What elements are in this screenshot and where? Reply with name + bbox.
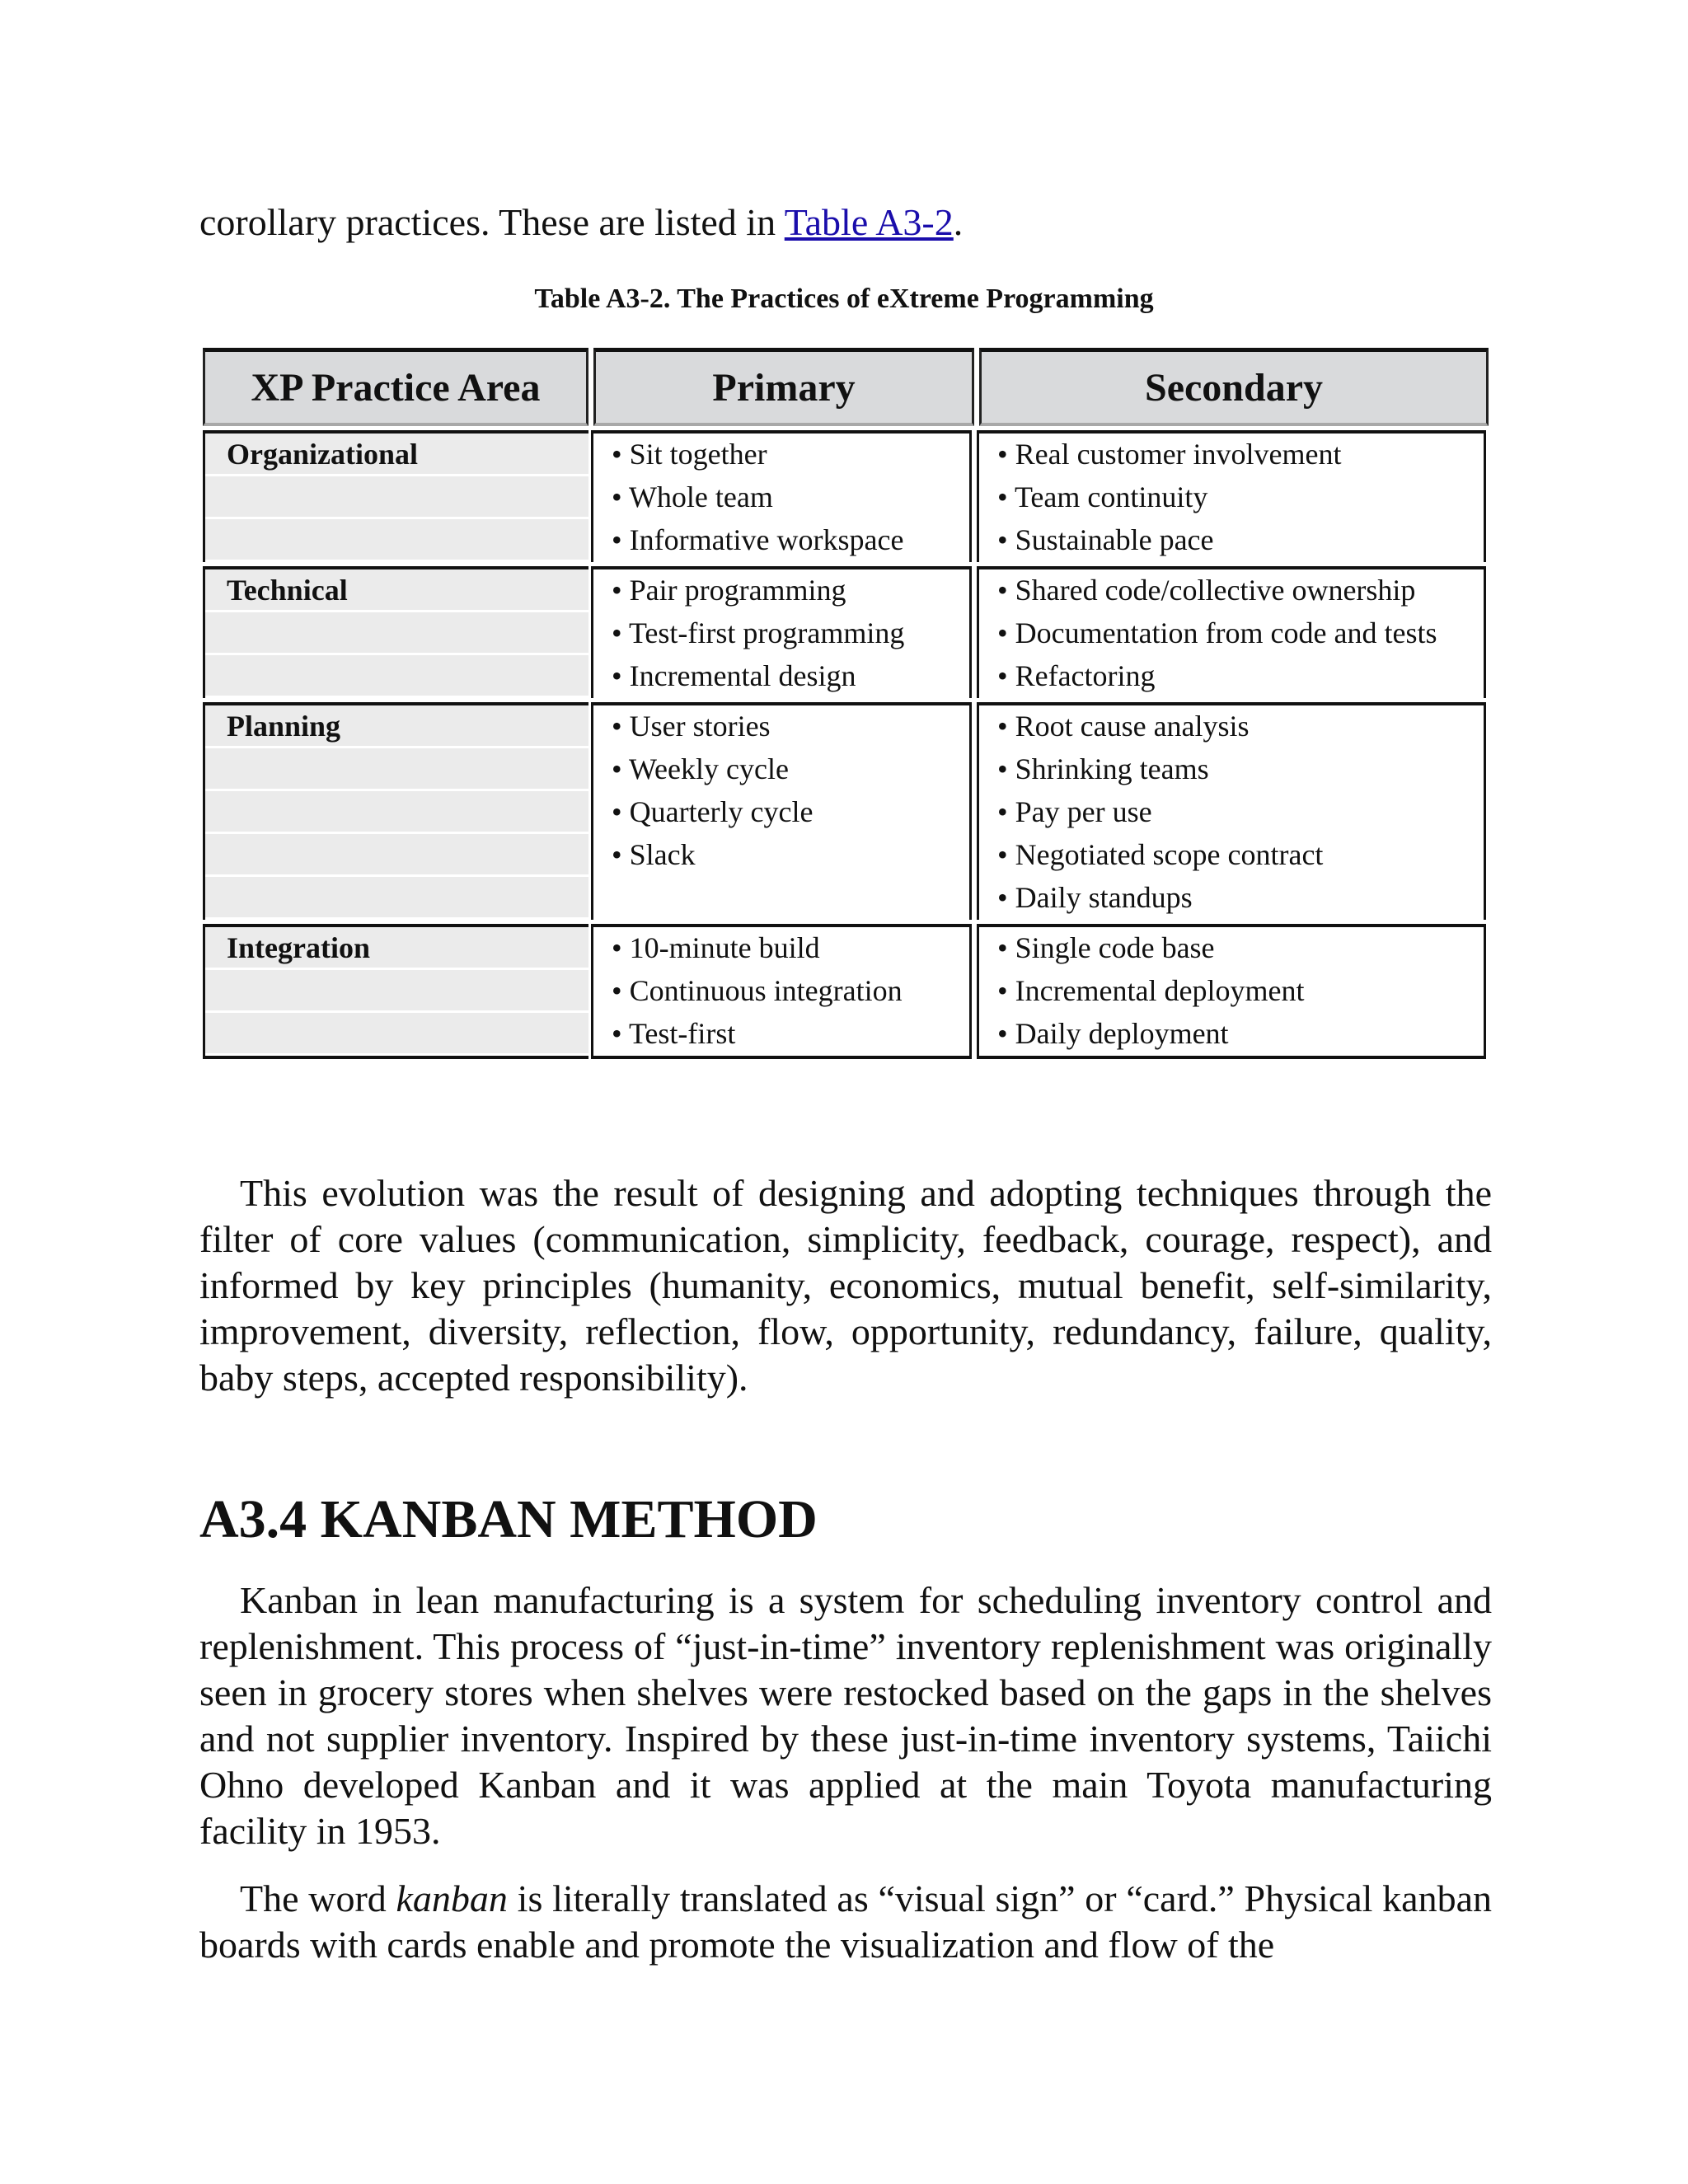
secondary-practice: • Shared code/collective ownership — [997, 574, 1416, 607]
secondary-practice: • Root cause analysis — [997, 710, 1250, 743]
primary-practice: • Continuous integration — [612, 974, 903, 1007]
intro-paragraph — [199, 199, 1492, 246]
secondary-practice: • Pay per use — [997, 795, 1152, 828]
paragraph-evolution: This evolution was the result of designing and adopting techniques through the filter of core values (communication, simplicity, feedback, courage, respect), and informed by key principles (humanity, economics, mutual benefit, self-similarity, improvement, diversity, reflection, flow, opportunity, redundancy, failure, quality, baby steps, accepted responsibility). — [199, 1172, 1492, 1399]
primary-practice: • Pair programming — [612, 574, 846, 607]
table-row-group — [203, 566, 1489, 698]
practice-area-label: Planning — [205, 705, 588, 748]
header-secondary: Secondary — [979, 348, 1489, 426]
primary-cell — [591, 702, 972, 920]
area-spacer — [205, 655, 588, 698]
primary-practice — [593, 877, 969, 920]
area-cell — [203, 702, 588, 920]
table-link[interactable]: Table A3-2 — [784, 201, 954, 243]
header-practice-area: XP Practice Area — [203, 348, 588, 426]
primary-practice: • Quarterly cycle — [612, 795, 814, 828]
secondary-cell — [977, 924, 1486, 1059]
area-spacer — [205, 476, 588, 519]
table-row-group — [203, 924, 1489, 1059]
area-spacer — [205, 748, 588, 791]
area-spacer — [205, 877, 588, 920]
practice-area-label: Organizational — [205, 434, 588, 476]
area-spacer — [205, 612, 588, 655]
header-primary: Primary — [593, 348, 974, 426]
primary-practice: • User stories — [612, 710, 771, 743]
primary-practice: • Incremental design — [612, 659, 856, 692]
primary-practice: • Whole team — [612, 480, 773, 513]
secondary-practice: • Real customer involvement — [997, 438, 1342, 471]
primary-practice: • Test-first programming — [612, 616, 905, 649]
secondary-practice: • Sustainable pace — [997, 523, 1214, 556]
area-spacer — [205, 1013, 588, 1056]
secondary-practice: • Incremental deployment — [997, 974, 1305, 1007]
table-row-group — [203, 702, 1489, 920]
area-cell — [203, 924, 588, 1059]
table-caption: Table A3-2. The Practices of eXtreme Programming — [534, 284, 1154, 314]
para3-start: The word — [240, 1877, 396, 1919]
primary-cell — [591, 924, 972, 1059]
area-spacer — [205, 970, 588, 1013]
para3-rest: is literally translated as “visual sign” or “card.” Physical kanban boards with cards enable and promote the visualization and flow of the — [199, 1877, 1492, 1966]
table-body — [203, 430, 1489, 1059]
table-header-row — [203, 348, 1489, 426]
area-spacer — [205, 834, 588, 877]
secondary-practice: • Shrinking teams — [997, 752, 1209, 785]
kanban-term: kanban — [396, 1877, 508, 1919]
secondary-cell — [977, 430, 1486, 562]
table-row-group — [203, 430, 1489, 562]
secondary-practice: • Documentation from code and tests — [997, 616, 1437, 649]
practice-area-label: Integration — [205, 927, 588, 970]
primary-practice: • Test-first — [612, 1017, 736, 1050]
primary-practice: • 10-minute build — [612, 931, 820, 964]
intro-end: . — [953, 201, 964, 243]
primary-cell — [591, 566, 972, 698]
secondary-practice: • Daily deployment — [997, 1017, 1229, 1050]
area-spacer — [205, 519, 588, 562]
area-spacer — [205, 791, 588, 834]
paragraph-kanban-word — [199, 1876, 1492, 1968]
section-heading: A3.4 KANBAN METHOD — [199, 1489, 818, 1549]
practices-table — [203, 348, 1489, 1059]
primary-practice: • Sit together — [612, 438, 767, 471]
primary-practice: • Informative workspace — [612, 523, 904, 556]
secondary-cell — [977, 566, 1486, 698]
primary-practice: • Weekly cycle — [612, 752, 789, 785]
area-cell — [203, 430, 588, 562]
primary-practice: • Slack — [612, 838, 696, 871]
paragraph-kanban-intro: Kanban in lean manufacturing is a system for scheduling inventory control and replenishment. This process of “just-in-time” inventory replenishment was originally seen in grocery stores when shelves were restocked based on the gaps in the shelves and not supplier inventory. Inspired by these just-in-time inventory systems, Taiichi Ohno developed Kanban and it was applied at the main Toyota manufacturing facility in 1953. — [199, 1579, 1492, 1852]
secondary-practice: • Daily standups — [997, 881, 1193, 914]
secondary-practice: • Negotiated scope contract — [997, 838, 1324, 871]
secondary-practice: • Single code base — [997, 931, 1215, 964]
primary-cell — [591, 430, 972, 562]
area-cell — [203, 566, 588, 698]
secondary-practice: • Refactoring — [997, 659, 1156, 692]
secondary-cell — [977, 702, 1486, 920]
intro-text: corollary practices. These are listed in — [199, 201, 785, 243]
secondary-practice: • Team continuity — [997, 480, 1208, 513]
practice-area-label: Technical — [205, 569, 588, 612]
